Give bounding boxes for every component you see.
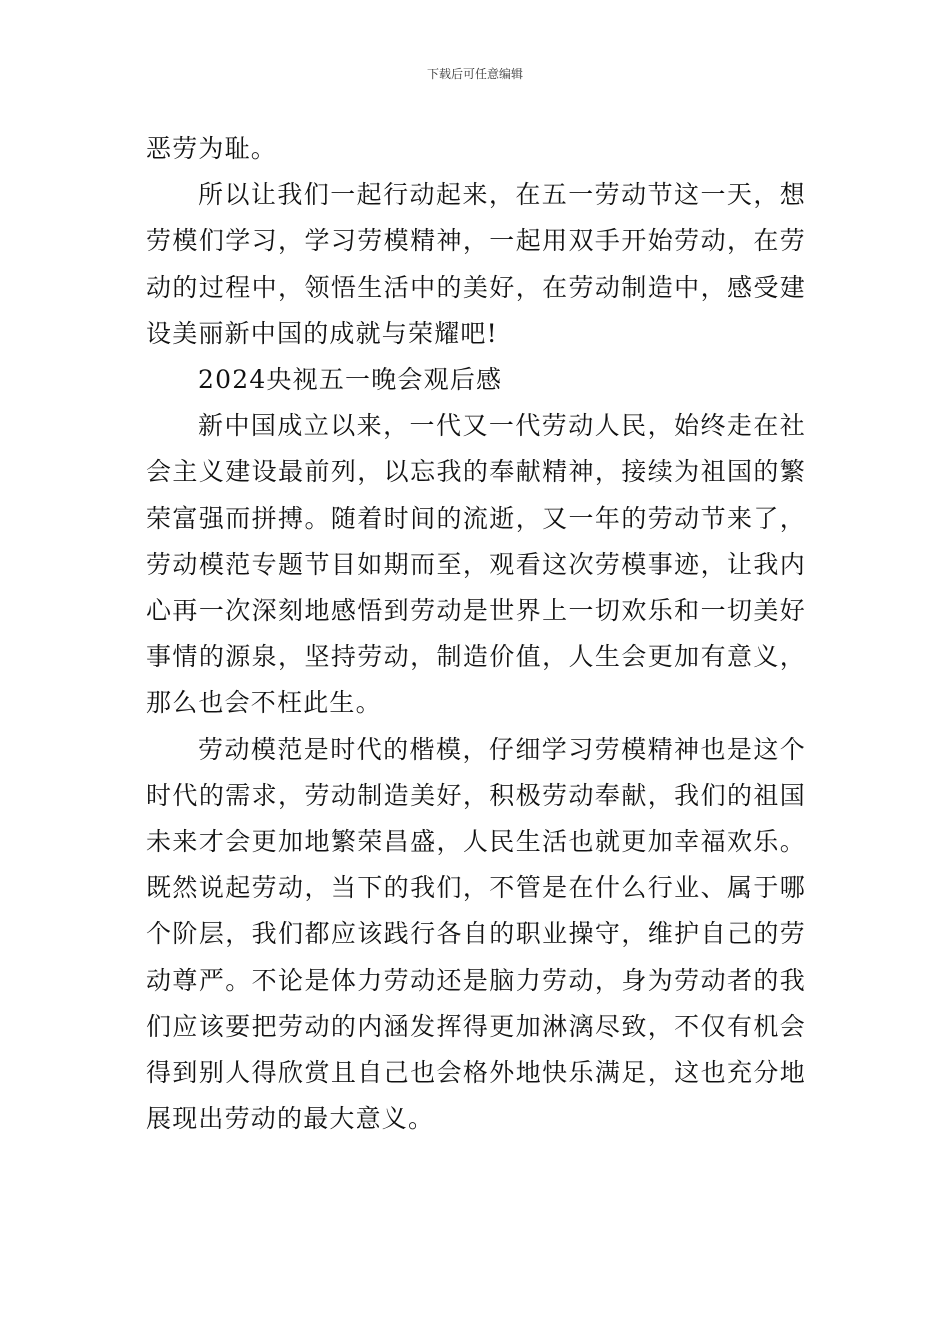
paragraph-3: 新中国成立以来，一代又一代劳动人民，始终走在社会主义建设最前列，以忘我的奉献精神，接续为祖国的繁荣富强而拼搏。随着时间的流逝，又一年的劳动节来了，劳动模范专题节目如期而至，观看这次劳模事迹，让我内心再一次深刻地感悟到劳动是世界上一切欢乐和一切美好事情的源泉，坚持劳动，制造价值，人生会更加有意义，那么也会不枉此生。: [146, 411, 806, 718]
section-title: 2024央视五一晚会观后感: [198, 365, 503, 395]
paragraph-1: 恶劳为耻。: [146, 134, 278, 163]
document-body: [146, 126, 806, 1142]
header-note: 下载后可任意编辑: [426, 67, 523, 81]
paragraph-2: 所以让我们一起行动起来，在五一劳动节这一天，想劳模们学习，学习劳模精神，一起用双手开始劳动，在劳动的过程中，领悟生活中的美好，在劳动制造中，感受建设美丽新中国的成就与荣耀吧!: [146, 180, 806, 348]
paragraph-4: 劳动模范是时代的楷模，仔细学习劳模精神也是这个时代的需求，劳动制造美好，积极劳动奉献，我们的祖国未来才会更加地繁荣昌盛，人民生活也就更加幸福欢乐。既然说起劳动，当下的我们，不管是在什么行业、属于哪个阶层，我们都应该践行各自的职业操守，维护自己的劳动尊严。不论是体力劳动还是脑力劳动，身为劳动者的我们应该要把劳动的内涵发挥得更加淋漓尽致，不仅有机会得到别人得欣赏且自己也会格外地快乐满足，这也充分地展现出劳动的最大意义。: [146, 734, 806, 1134]
